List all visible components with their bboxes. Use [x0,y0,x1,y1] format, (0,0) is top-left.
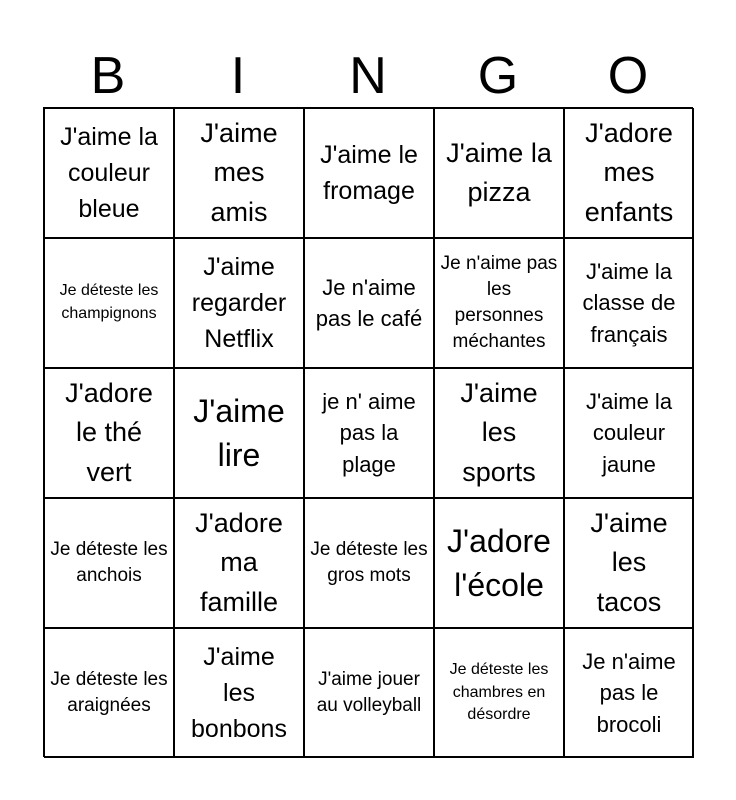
bingo-cell[interactable] [564,498,694,628]
bingo-cell[interactable] [564,628,694,758]
cell-text: Je déteste les chambres en désordre [449,660,549,724]
cell-text: J'adore mes enfants [584,118,674,227]
header-letter-g: G [477,47,519,105]
bingo-cell[interactable] [564,238,694,368]
cell-text: J'aime le fromage [320,140,418,205]
bingo-cell[interactable] [304,368,434,498]
bingo-cell[interactable] [174,108,304,238]
cell-text: J'aime la classe de français [582,259,676,347]
header-letter-b: B [90,47,126,105]
bingo-cell[interactable] [564,108,694,238]
bingo-cell[interactable] [304,108,434,238]
cell-text: J'aime la couleur jaune [585,389,673,477]
cell-text: J'adore l'école [447,522,551,603]
bingo-cell[interactable] [44,108,174,238]
bingo-cell[interactable] [304,498,434,628]
cell-text: J'adore ma famille [195,508,283,617]
bingo-cell[interactable] [174,628,304,758]
bingo-card-grid [43,107,693,757]
cell-text: J'aime les sports [460,378,538,487]
header-letter-i: I [230,47,246,105]
bingo-cell[interactable] [44,368,174,498]
cell-text: Je déteste les champignons [59,282,159,322]
cell-text: J'aime lire [193,392,285,473]
cell-text: je n' aime pas la plage [322,389,416,477]
header-letter-n: N [349,47,387,105]
header-letter-o: O [607,47,649,105]
cell-text: J'aime la couleur bleue [60,122,158,224]
cell-text: Je n'aime pas le café [315,274,423,331]
bingo-cell[interactable] [434,368,564,498]
bingo-cell[interactable] [304,238,434,368]
bingo-cell[interactable] [564,368,694,498]
cell-text: J'adore le thé vert [65,378,153,487]
bingo-cell[interactable] [44,238,174,368]
cell-text: Je déteste les anchois [50,538,168,586]
cell-text: J'aime les bonbons [191,642,287,744]
cell-text: Je déteste les gros mots [310,538,428,586]
bingo-cell[interactable] [434,498,564,628]
cell-text: J'aime mes amis [200,118,278,227]
bingo-cell[interactable] [174,238,304,368]
bingo-cell[interactable] [44,628,174,758]
bingo-cell[interactable] [434,628,564,758]
bingo-cell[interactable] [44,498,174,628]
cell-text: J'aime regarder Netflix [191,252,287,354]
bingo-cell[interactable] [174,368,304,498]
bingo-cell[interactable] [434,238,564,368]
cell-text: J'aime la pizza [446,137,552,207]
bingo-cell[interactable] [434,108,564,238]
cell-text: Je déteste les araignées [50,668,168,716]
cell-text: J'aime jouer au volleyball [316,668,422,716]
cell-text: Je n'aime pas les personnes méchantes [440,252,558,353]
cell-text: J'aime les tacos [590,508,668,617]
bingo-cell[interactable] [304,628,434,758]
bingo-header [43,44,693,108]
bingo-cell[interactable] [174,498,304,628]
cell-text: Je n'aime pas le brocoli [582,649,676,737]
